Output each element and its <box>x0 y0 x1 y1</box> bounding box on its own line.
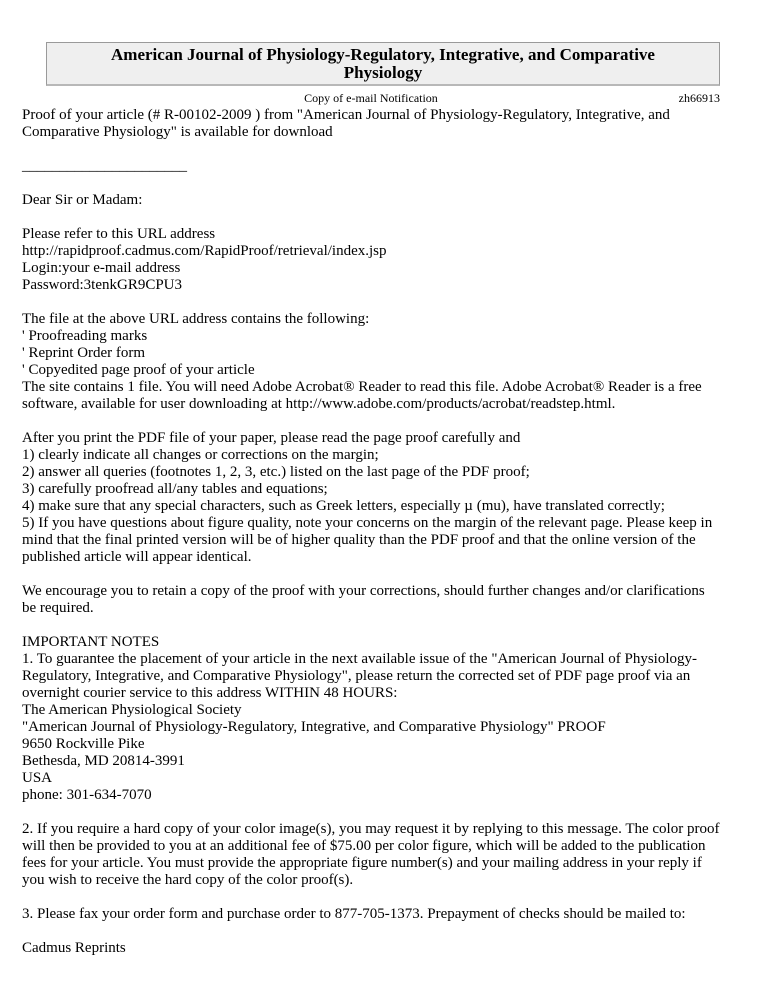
notification-code: zh66913 <box>678 91 720 105</box>
email-body <box>22 107 722 957</box>
note-2: 2. If you require a hard copy of your color image(s), you may request it by replying to this message. The color proof will then be provided to you at an additional fee of $75.00 per color figure, which will be added to the publication fees for your article. You must provide the appropriate figure number(s) and your mailing address in your reply if you wish to receive the hard copy of the color proof(s). <box>22 821 720 888</box>
acrobat-note: The site contains 1 file. You will need Adobe Acrobat® Reader to read this file. Adobe Acrobat® Reader is a free software, available for user downloading at http://www.adobe.com/products/acrobat/readstep.html. <box>22 379 702 412</box>
note-3: 3. Please fax your order form and purchase order to 877-705-1373. Prepayment of checks should be mailed to: <box>22 906 686 922</box>
contents-item: ' Reprint Order form <box>22 345 146 361</box>
greeting: Dear Sir or Madam: <box>22 192 143 208</box>
address-line: Bethesda, MD 20814-3991 <box>22 753 185 769</box>
contents-item: ' Copyedited page proof of your article <box>22 362 255 378</box>
separator-line: ______________________ <box>22 158 187 174</box>
address-line: "American Journal of Physiology-Regulatory, Integrative, and Comparative Physiology" PROOF <box>22 719 606 735</box>
address-line: USA <box>22 770 53 786</box>
notes-heading: IMPORTANT NOTES <box>22 634 160 650</box>
proof-url: http://rapidproof.cadmus.com/RapidProof/retrieval/index.jsp <box>22 243 387 259</box>
login-info: Login:your e-mail address <box>22 260 181 276</box>
cadmus-reprints: Cadmus Reprints <box>22 940 126 956</box>
instruction-step: 5) If you have questions about figure quality, note your concerns on the margin of the relevant page. Please keep in mind that the final printed version will be of higher quality than the PDF proof and that the online version of the published article will appear identical. <box>22 515 713 565</box>
password-info: Password:3tenkGR9CPU3 <box>22 277 183 293</box>
notification-label: Copy of e-mail Notification <box>304 91 438 105</box>
journal-title: American Journal of Physiology-Regulatory, Integrative, and Comparative Physiology <box>111 44 655 82</box>
journal-header <box>46 42 720 86</box>
phone-line: phone: 301-634-7070 <box>22 787 152 803</box>
instruction-step: 2) answer all queries (footnotes 1, 2, 3, etc.) listed on the last page of the PDF proof; <box>22 464 530 480</box>
address-line: The American Physiological Society <box>22 702 242 718</box>
contents-intro: The file at the above URL address contains the following: <box>22 311 370 327</box>
instructions-intro: After you print the PDF file of your paper, please read the page proof carefully and <box>22 430 521 446</box>
contents-item: ' Proofreading marks <box>22 328 148 344</box>
intro-paragraph: Proof of your article (# R-00102-2009 ) from "American Journal of Physiology-Regulatory, Integrative, and Comparative Physiology" is available for download <box>22 107 670 140</box>
notification-subheader <box>22 91 720 107</box>
retain-copy-paragraph: We encourage you to retain a copy of the proof with your corrections, should further changes and/or clarifications be required. <box>22 583 705 616</box>
instruction-step: 1) clearly indicate all changes or corrections on the margin; <box>22 447 379 463</box>
url-instruction: Please refer to this URL address <box>22 226 216 242</box>
instruction-step: 4) make sure that any special characters, such as Greek letters, especially µ (mu), have translated correctly; <box>22 498 665 514</box>
address-line: 9650 Rockville Pike <box>22 736 145 752</box>
note-1: 1. To guarantee the placement of your article in the next available issue of the "American Journal of Physiology-Regulatory, Integrative, and Comparative Physiology", please return the corrected set of PDF page proof via an overnight courier service to this address WITHIN 48 HOURS: <box>22 651 697 701</box>
instruction-step: 3) carefully proofread all/any tables and equations; <box>22 481 328 497</box>
